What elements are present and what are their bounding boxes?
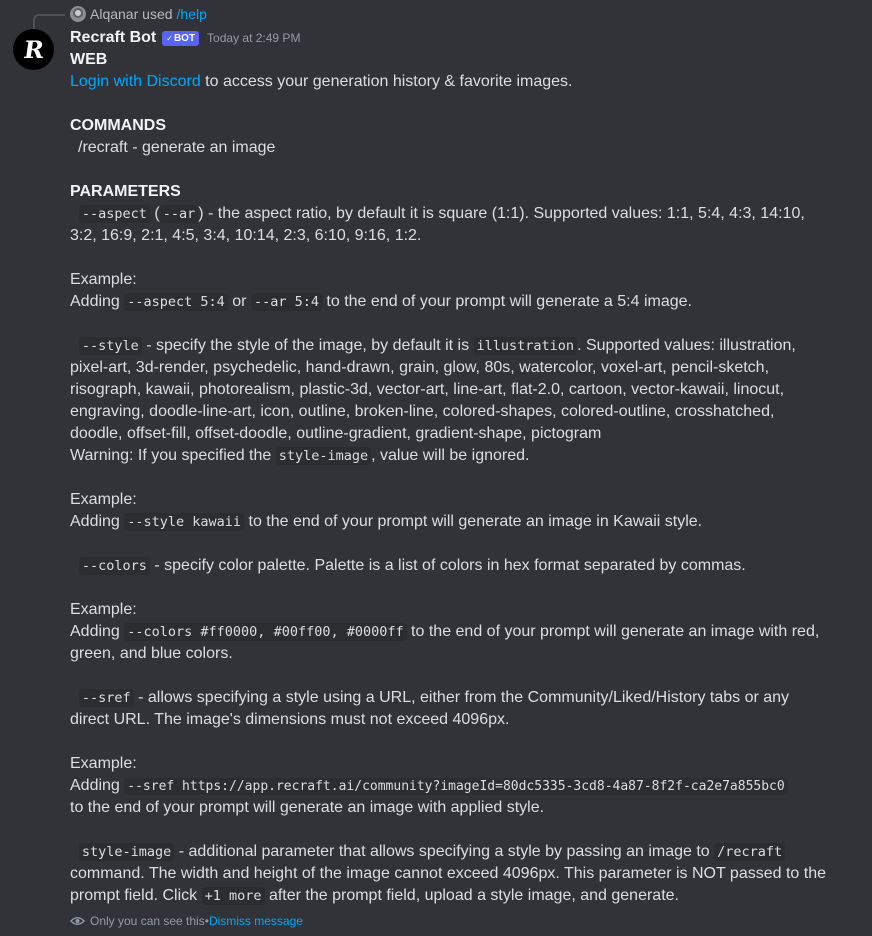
bot-badge: ✓ BOT — [162, 31, 199, 46]
parameters-heading: PARAMETERS — [70, 183, 181, 200]
style-example: Adding --style kawaii to the end of your prompt will generate an image in Kawaii style. — [70, 513, 703, 530]
style-image-param: style-image - additional parameter that allows specifying a style by passing an image to /recraft command. The width and height of the image cannot exceed 4096px. This parameter is NOT passed to the prompt field. Click +1 more after the prompt field, upload a style image, and generate. — [70, 843, 826, 904]
reply-user-avatar[interactable] — [70, 6, 86, 22]
login-link[interactable]: Login with Discord — [70, 73, 201, 90]
aspect-param: --aspect ( --ar ) - the aspect ratio, by default it is square (1:1). Supported values: 1:1, 5:4, 4:3, 14:10, 3:2, 16:9, 2:1, 4:5, 3:4, 10:14, 2:3, 6:10, 9:16, 1:2. — [70, 205, 805, 244]
ephemeral-footer — [70, 912, 303, 930]
eye-icon — [70, 916, 85, 926]
style-example-label: Example: — [70, 491, 137, 508]
colors-example-label: Example: — [70, 601, 137, 618]
bot-avatar[interactable] — [13, 29, 54, 70]
aspect-example: Adding --aspect 5:4 or --ar 5:4 to the end of your prompt will generate a 5:4 image. — [70, 293, 692, 310]
message-content — [70, 49, 830, 907]
style-warning: Warning: If you specified the style-image , value will be ignored. — [70, 447, 530, 464]
sref-param: --sref - allows specifying a style using a URL, either from the Community/Liked/History tabs or any direct URL. The image's dimensions must not exceed 4096px. — [70, 689, 790, 728]
colors-param: --colors - specify color palette. Palette is a list of colors in hex format separated by commas. — [70, 555, 830, 577]
only-you-text: Only you can see this — [90, 914, 205, 928]
sref-example: Adding --sref https://app.recraft.ai/community?imageId=80dc5335-3cd8-4a87-8f2f-ca2e7a855bc0 — [70, 775, 830, 797]
reply-command[interactable]: /help — [176, 6, 207, 22]
bot-username[interactable]: Recraft Bot — [70, 29, 157, 46]
message-timestamp[interactable]: Today at 2:49 PM — [207, 31, 301, 45]
aspect-example-label: Example: — [70, 271, 137, 288]
footer-separator: • — [204, 914, 209, 928]
colors-example: Adding --colors #ff0000, #00ff00, #0000ff to the end of your prompt will generate an image with red, green, and blue colors. — [70, 623, 820, 662]
reply-username[interactable]: Alqanar — [90, 6, 139, 22]
dismiss-message-link[interactable]: Dismiss message — [208, 914, 303, 928]
reply-verb: used — [142, 6, 173, 22]
login-line: Login with Discord to access your generation history & favorite images. — [70, 73, 573, 90]
commands-heading: COMMANDS — [70, 117, 166, 134]
sref-example-label: Example: — [70, 755, 137, 772]
message-header — [70, 27, 300, 49]
web-heading: WEB — [70, 51, 108, 68]
reply-context[interactable] — [70, 5, 207, 23]
recraft-command-line: /recraft - generate an image — [78, 139, 276, 156]
recraft-logo-icon: R — [21, 35, 46, 64]
style-param: --style - specify the style of the image, by default it is illustration . Supported values: illustration, pixel-art, 3d-render, psychedelic, hand-drawn, grain, glow, 80s, watercolor, voxel-art, pencil-sketch, risograph, kawaii, photorealism, plastic-3d, vector-art, line-art, flat-2.0, cartoon, vector-kawaii, linocut, engraving, doodle-line-art, icon, outline, broken-line, colored-shapes, colored-outline, crosshatched, doodle, offset-fill, offset-doodle, outline-gradient, gradient-shape, pictogram — [70, 337, 796, 442]
reply-connector — [33, 14, 65, 30]
sref-example-rest: to the end of your prompt will generate an image with applied style. — [70, 799, 545, 816]
